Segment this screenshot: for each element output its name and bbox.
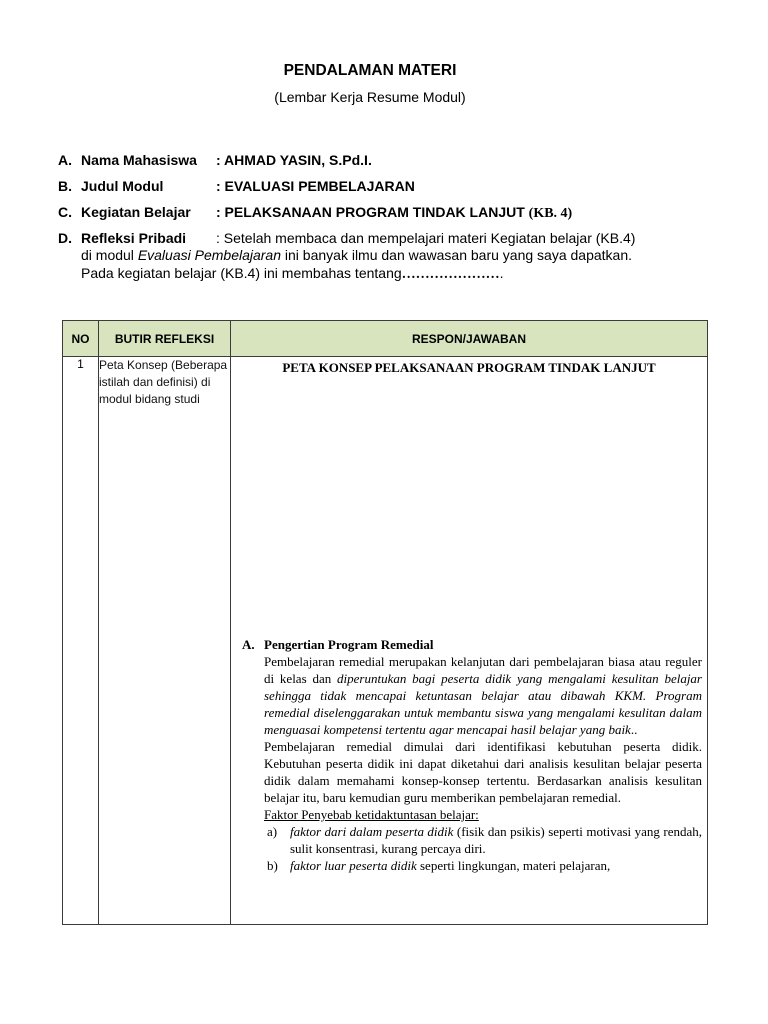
- row-butir: Peta Konsep (Beberapa istilah dan definisi) di modul bidang studi: [99, 357, 231, 925]
- list-item-italic: faktor dari dalam peserta didik: [290, 824, 454, 839]
- list-item-italic: faktor luar peserta didik: [290, 858, 417, 873]
- paragraph-2: Pembelajaran remedial dimulai dari identifikasi kebutuhan peserta didik. Kebutuhan peserta didik ini dapat diketahui dari analisis kesulitan belajar peserta didik dalam memahami konsep-konsep tertentu. Berdasarkan analisis kesulitan belajar itu, baru kemudian guru memberikan pembelajaran remedial.: [264, 739, 702, 805]
- concept-map-title: PETA KONSEP PELAKSANAAN PROGRAM TINDAK LANJUT: [282, 360, 656, 375]
- faktor-heading: Faktor Penyebab ketidaktuntasan belajar:: [264, 807, 479, 822]
- reflection-line-2: [81, 247, 632, 263]
- row-number: 1: [63, 357, 99, 925]
- paragraph-1: [264, 653, 702, 738]
- page-title: PENDALAMAN MATERI: [283, 62, 457, 79]
- reflection-text: Pada kegiatan belajar (KB.4) ini membahas tentang: [81, 265, 402, 281]
- paragraph-text: Pembelajaran remedial merupakan kelanjutan dari pembelajaran biasa atau reguler di kelas dan: [264, 654, 702, 686]
- reflection-dots: …………………: [401, 267, 500, 282]
- identity-letter: A.: [58, 152, 72, 168]
- list-item-text: seperti lingkungan, materi pelajaran,: [416, 858, 611, 873]
- reflection-module-name: Evaluasi Pembelajaran: [137, 247, 282, 263]
- identity-row-activity: [0, 204, 740, 222]
- section-heading: [242, 637, 702, 653]
- reflection-label: Refleksi Pribadi: [81, 230, 187, 246]
- header-no: NO: [63, 321, 99, 357]
- table-row: [63, 357, 708, 925]
- identity-value: [216, 204, 572, 222]
- section-heading-text: Pengertian Program Remedial: [264, 637, 434, 652]
- reflection-text: ini banyak ilmu dan wawasan baru yang saya dapatkan.: [281, 247, 633, 263]
- reflection-table: [62, 320, 708, 925]
- reflection-line-3: [81, 265, 504, 283]
- list-item: [264, 857, 702, 874]
- identity-value-suffix: (KB. 4): [528, 206, 573, 221]
- identity-letter: C.: [58, 204, 72, 220]
- header-respon: RESPON/JAWABAN: [231, 321, 708, 357]
- list-marker: b): [267, 858, 278, 873]
- table-header-row: [63, 321, 708, 357]
- paragraph-italic: diperuntukan bagi peserta didik yang mengalami kesulitan belajar sehingga tidak mencapai ketuntasan belajar atau dibawah KKM. Program remedial diselenggarakan untuk membantu siswa yang mengalami kesulitan dalam menguasai kompetensi tertentu agar mencapai hasil belajar yang baik: [264, 671, 702, 737]
- identity-row-name: [0, 152, 740, 170]
- identity-label: Nama Mahasiswa: [81, 152, 197, 168]
- list-item-text: (fisik dan psikis) seperti motivasi yang rendah, sulit konsentrasi, kurang percaya diri.: [290, 824, 702, 856]
- reflection-text: di modul: [81, 247, 138, 263]
- row-response: [231, 357, 708, 925]
- identity-label: Judul Modul: [81, 178, 164, 194]
- identity-value: : EVALUASI PEMBELAJARAN: [216, 178, 415, 194]
- identity-row-module: [0, 178, 740, 196]
- section-letter: A.: [242, 637, 255, 652]
- page-subtitle: (Lembar Kerja Resume Modul): [274, 89, 466, 105]
- identity-label: Kegiatan Belajar: [81, 204, 191, 220]
- identity-value-text: : PELAKSANAAN PROGRAM TINDAK LANJUT: [216, 204, 529, 220]
- list-marker: a): [267, 824, 278, 839]
- reflection-block: [0, 230, 740, 290]
- reflection-text: .: [499, 265, 504, 281]
- identity-letter: B.: [58, 178, 72, 194]
- reflection-line-1: : Setelah membaca dan mempelajari materi Kegiatan belajar (KB.4): [216, 230, 636, 246]
- section-remedial: [242, 637, 702, 874]
- header-butir: BUTIR REFLEKSI: [99, 321, 231, 357]
- reflection-letter: D.: [58, 230, 72, 246]
- identity-value: : AHMAD YASIN, S.Pd.I.: [216, 152, 372, 168]
- paragraph-text: ..: [630, 722, 638, 737]
- list-item: [264, 823, 702, 857]
